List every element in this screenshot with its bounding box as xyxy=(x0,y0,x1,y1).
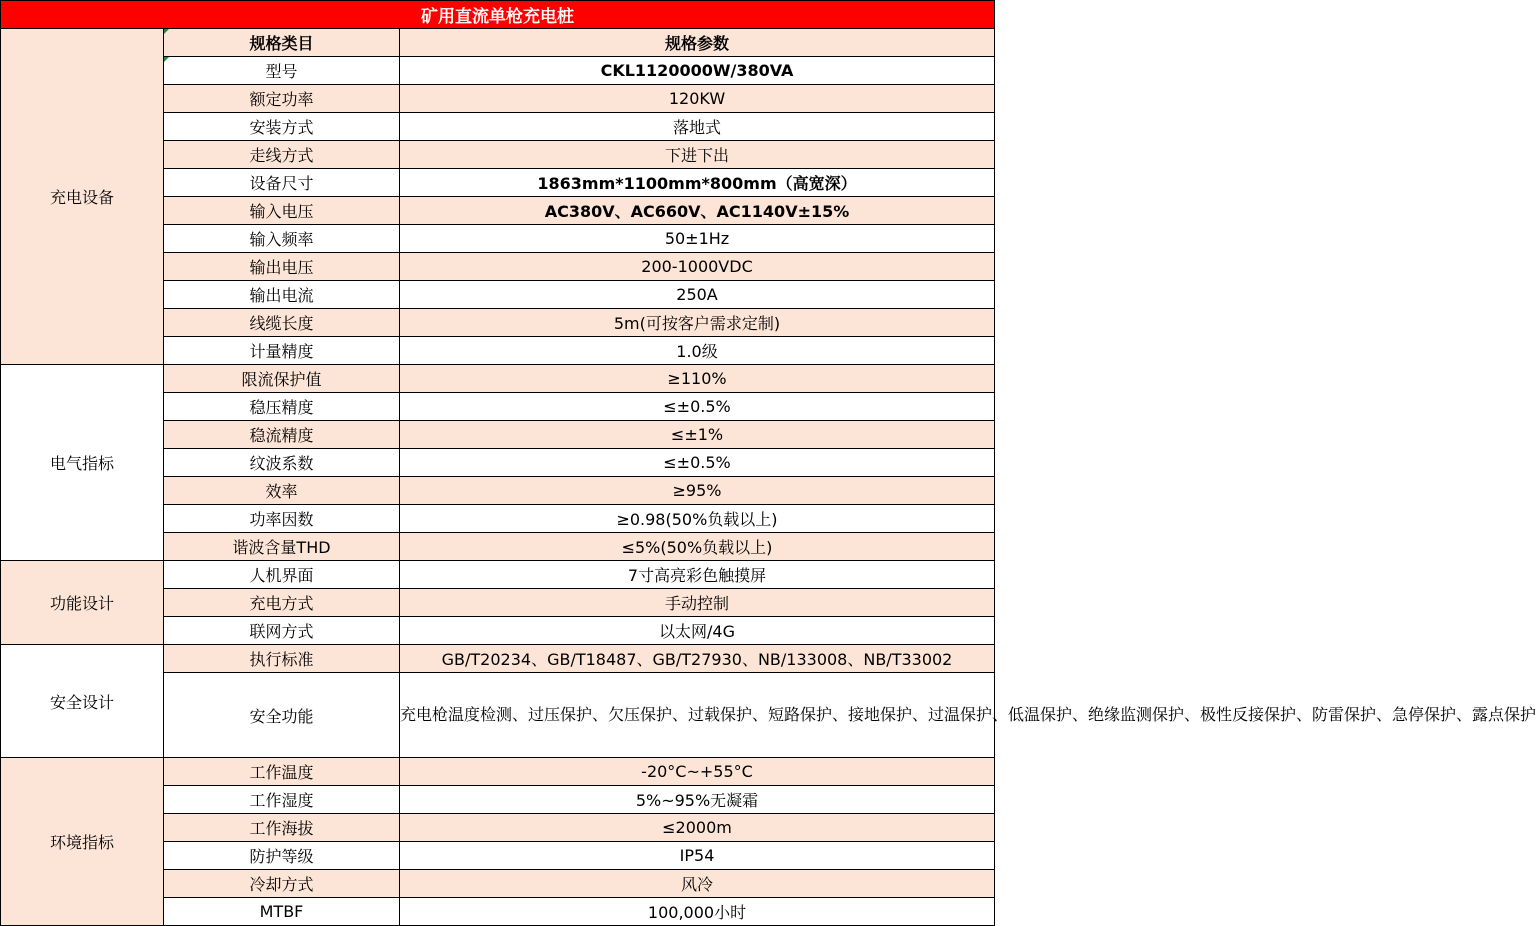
row-value: ≥95% xyxy=(400,477,995,505)
row-value: 5%~95%无凝霜 xyxy=(400,786,995,814)
row-value: IP54 xyxy=(400,842,995,870)
row-value: GB/T20234、GB/T18487、GB/T27930、NB/133008、NB/T33002 xyxy=(400,645,995,673)
row-value: 风冷 xyxy=(400,870,995,898)
row-value: ≥110% xyxy=(400,365,995,393)
row-value: 1.0级 xyxy=(400,337,995,365)
row-value: 200-1000VDC xyxy=(400,253,995,281)
row-label: 谐波含量THD xyxy=(164,533,400,561)
row-label: 安装方式 xyxy=(164,113,400,141)
row-value: ≤2000m xyxy=(400,814,995,842)
row-label: 执行标准 xyxy=(164,645,400,673)
row-label: 输出电流 xyxy=(164,281,400,309)
row-value: 100,000小时 xyxy=(400,898,995,926)
row-value: 7寸高亮彩色触摸屏 xyxy=(400,561,995,589)
category-cell: 功能设计 xyxy=(1,561,164,645)
row-label: 输入频率 xyxy=(164,225,400,253)
row-label: 联网方式 xyxy=(164,617,400,645)
table-row xyxy=(1,645,995,673)
row-value: ≤±0.5% xyxy=(400,449,995,477)
header-row xyxy=(1,29,995,57)
row-value: 1863mm*1100mm*800mm（高宽深） xyxy=(400,169,995,197)
row-value: ≤±0.5% xyxy=(400,393,995,421)
row-label: 效率 xyxy=(164,477,400,505)
category-cell: 环境指标 xyxy=(1,758,164,926)
row-value: 充电枪温度检测、过压保护、欠压保护、过载保护、短路保护、接地保护、过温保护、低温保护、绝缘监测保护、极性反接保护、防雷保护、急停保护、露点保护 xyxy=(400,673,995,758)
row-value: ≤±1% xyxy=(400,421,995,449)
row-value: -20°C~+55°C xyxy=(400,758,995,786)
row-label: 限流保护值 xyxy=(164,365,400,393)
row-value: 以太网/4G xyxy=(400,617,995,645)
header-label: 规格类目 xyxy=(164,29,400,57)
row-label: 工作海拔 xyxy=(164,814,400,842)
row-label: 冷却方式 xyxy=(164,870,400,898)
table-row xyxy=(1,561,995,589)
row-label: 走线方式 xyxy=(164,141,400,169)
row-value: 落地式 xyxy=(400,113,995,141)
row-label: MTBF xyxy=(164,898,400,926)
row-label: 纹波系数 xyxy=(164,449,400,477)
row-label: 稳流精度 xyxy=(164,421,400,449)
row-value: ≥0.98(50%负载以上) xyxy=(400,505,995,533)
row-label: 输入电压 xyxy=(164,197,400,225)
row-value: 手动控制 xyxy=(400,589,995,617)
row-label: 人机界面 xyxy=(164,561,400,589)
row-label: 输出电压 xyxy=(164,253,400,281)
row-value: ≤5%(50%负载以上) xyxy=(400,533,995,561)
table-row xyxy=(1,365,995,393)
row-value: 下进下出 xyxy=(400,141,995,169)
row-value: 120KW xyxy=(400,85,995,113)
row-value: CKL1120000W/380VA xyxy=(400,57,995,85)
category-cell: 电气指标 xyxy=(1,365,164,561)
table-row xyxy=(1,758,995,786)
row-label: 计量精度 xyxy=(164,337,400,365)
row-label: 充电方式 xyxy=(164,589,400,617)
row-label: 工作温度 xyxy=(164,758,400,786)
row-label: 型号 xyxy=(164,57,400,85)
table-title: 矿用直流单枪充电桩 xyxy=(1,1,995,29)
row-label: 线缆长度 xyxy=(164,309,400,337)
row-label: 额定功率 xyxy=(164,85,400,113)
row-value: 250A xyxy=(400,281,995,309)
row-label: 设备尺寸 xyxy=(164,169,400,197)
row-label: 安全功能 xyxy=(164,673,400,758)
row-label: 工作湿度 xyxy=(164,786,400,814)
row-label: 功率因数 xyxy=(164,505,400,533)
category-cell: 充电设备 xyxy=(1,29,164,365)
row-label: 防护等级 xyxy=(164,842,400,870)
title-row xyxy=(1,1,995,29)
header-value: 规格参数 xyxy=(400,29,995,57)
row-value: AC380V、AC660V、AC1140V±15% xyxy=(400,197,995,225)
category-cell: 安全设计 xyxy=(1,645,164,758)
row-value: 5m(可按客户需求定制) xyxy=(400,309,995,337)
row-label: 稳压精度 xyxy=(164,393,400,421)
row-value: 50±1Hz xyxy=(400,225,995,253)
